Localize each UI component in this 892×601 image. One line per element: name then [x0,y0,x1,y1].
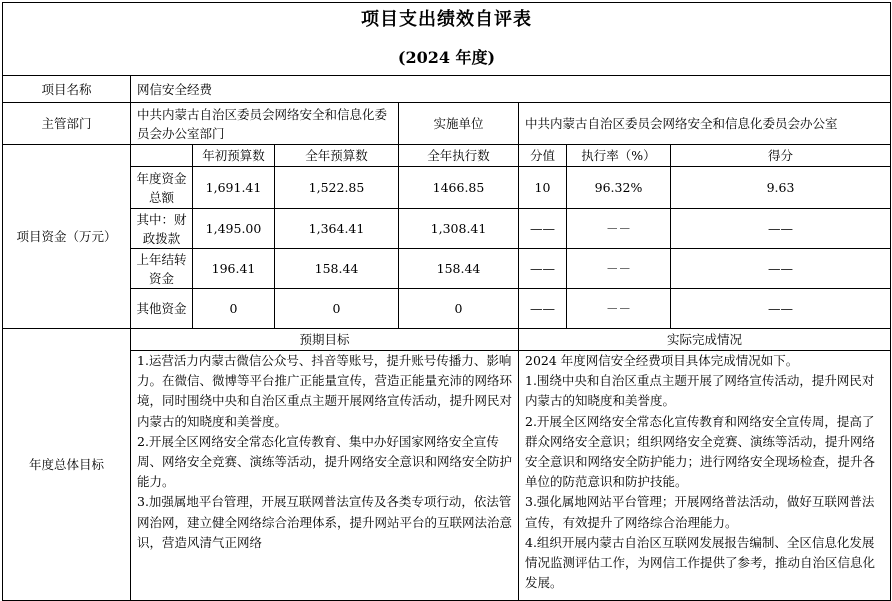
funds-header-blank [131,145,193,167]
funds-row-label: 上年结转资金 [131,249,193,289]
funds-cell: 9.63 [671,167,891,209]
unit-value: 中共内蒙古自治区委员会网络安全和信息化委员会办公室 [519,103,891,145]
funds-cell: 10 [519,167,567,209]
funds-cell: —— [671,249,891,289]
page-subtitle: (2024 年度) [397,48,496,67]
funds-cell: 1,364.41 [275,209,399,249]
actual-results [519,351,891,601]
funds-label: 项目资金（万元） [3,145,131,329]
actual-header: 实际完成情况 [519,329,891,351]
expected-goal-item: 3.加强属地平台管理，开展互联网普法宣传及各类专项行动，依法管网治网，建立健全网络综合治理体系，提升网站平台的互联网法治意识，营造风清气正网络 [137,494,513,550]
expected-goal-item: 1.运营活力内蒙古微信公众号、抖音等账号，提升账号传播力、影响力。在微信、微博等平台推广正能量宣传，营造正能量充沛的网络环境，同时围绕中央和自治区重点主题开展网络宣传活动，提升网民对内蒙古的知晓度和美誉度。 [137,353,513,429]
funds-row [3,289,891,329]
funds-cell: －－ [567,209,671,249]
funds-cell: －－ [567,249,671,289]
actual-result-item: 2.开展全区网络安全常态化宣传教育和网络安全宣传周，提高了群众网络安全意识；组织网络安全竞赛、演练等活动，提升网络安全意识和网络安全防护能力；进行网络安全现场检查，提升各单位的防范意识和防护技能。 [525,413,876,490]
funds-cell: 1,495.00 [193,209,275,249]
unit-label: 实施单位 [399,103,519,145]
funds-cell: 0 [399,289,519,329]
funds-row-label: 其他资金 [131,289,193,329]
title-cell [3,3,891,76]
funds-cell: 196.41 [193,249,275,289]
funds-cell: 1,522.85 [275,167,399,209]
funds-cell: 96.32% [567,167,671,209]
funds-header: 执行率（%） [567,145,671,167]
funds-cell: —— [519,209,567,249]
expected-goal-item: 2.开展全区网络安全常态化宣传教育、集中办好国家网络安全宣传周、网络安全竞赛、演练等活动，提升网络安全意识和网络安全防护能力。 [137,433,513,490]
actual-result-item: 2024 年度网信安全经费项目具体完成情况如下。 [525,353,799,368]
funds-row-label: 其中：财政拨款 [131,209,193,249]
goals-label: 年度总体目标 [3,329,131,601]
funds-header: 全年预算数 [275,145,399,167]
expected-goals [131,351,519,601]
funds-cell: 1466.85 [399,167,519,209]
dept-value: 中共内蒙古自治区委员会网络安全和信息化委员会办公室部门 [131,103,399,145]
funds-cell: 0 [275,289,399,329]
funds-header: 年初预算数 [193,145,275,167]
performance-sheet [2,2,890,591]
funds-cell: —— [519,289,567,329]
project-name-value: 网信安全经费 [131,76,891,103]
actual-result-item: 3.强化属地网站平台管理；开展网络普法活动，做好互联网普法宣传，有效提升了网络综合治理能力。 [525,494,875,530]
funds-row-label: 年度资金总额 [131,167,193,209]
funds-row [3,167,891,209]
dept-label: 主管部门 [3,103,131,145]
funds-header: 全年执行数 [399,145,519,167]
funds-cell: 1,691.41 [193,167,275,209]
evaluation-table [2,2,891,601]
expected-header: 预期目标 [131,329,519,351]
project-name-label: 项目名称 [3,76,131,103]
page-title: 项目支出绩效自评表 [361,9,532,30]
funds-cell: 158.44 [275,249,399,289]
funds-cell: 158.44 [399,249,519,289]
funds-cell: —— [671,209,891,249]
funds-cell: —— [671,289,891,329]
actual-result-item: 4.组织开展内蒙古自治区互联网发展报告编制、全区信息化发展情况监测评估工作，为网信工作提供了参考，推动自治区信息化发展。 [525,534,876,591]
funds-header: 分值 [519,145,567,167]
funds-cell: —— [519,249,567,289]
funds-cell: 0 [193,289,275,329]
actual-result-item: 1.围绕中央和自治区重点主题开展了网络宣传活动，提升网民对内蒙古的知晓度和美誉度。 [525,373,875,409]
funds-cell: －－ [567,289,671,329]
funds-cell: 1,308.41 [399,209,519,249]
funds-header: 得分 [671,145,891,167]
funds-row [3,249,891,289]
funds-row [3,209,891,249]
